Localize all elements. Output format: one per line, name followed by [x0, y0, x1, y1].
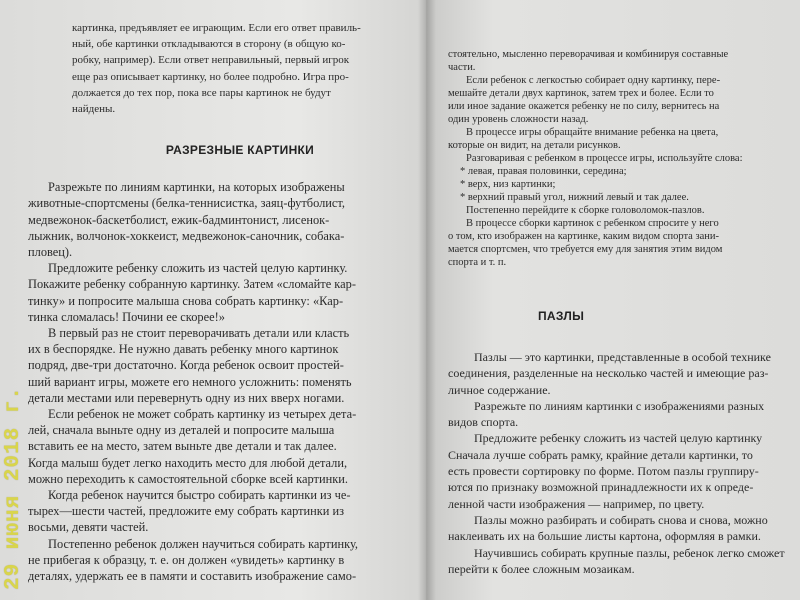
- text-line: В процессе игры обращайте внимание ребенка на цвета,: [466, 127, 719, 138]
- text-line: не прибегая к образцу, т. е. он должен «увидеть» картинку в: [28, 552, 345, 567]
- text-line: Разговаривая с ребенком в процессе игры, используйте слова:: [466, 153, 743, 164]
- text-line: или иное задание окажется ребенку не по силу, вернитесь на: [448, 101, 720, 112]
- text-line: о том, кто изображен на картинке, каким видом спорта зани-: [448, 231, 720, 242]
- text-line: медвежонок-баскетболист, ежик-бадминтонист, лисенок-: [28, 212, 330, 227]
- list-item: * левая, правая половинки, середина;: [460, 166, 627, 177]
- text-line: Научившись собирать крупные пазлы, ребенок легко сможет: [474, 545, 785, 560]
- section-heading-razreznye: РАЗРЕЗНЫЕ КАРТИНКИ: [165, 143, 315, 158]
- text-line: Пазлы можно разбирать и собирать снова и снова, можно: [474, 512, 768, 527]
- text-line: личное содержание.: [448, 382, 551, 397]
- text-line: еще раз описывает картинку, но более подробно. Игра про-: [72, 70, 349, 83]
- text-line: видов спорта.: [448, 415, 519, 430]
- list-item: * верхний правый угол, нижний левый и так далее.: [460, 192, 689, 203]
- photo-date-stamp: 29 июня 2018 г.: [2, 385, 25, 590]
- text-line: есть провести сортировку по форме. Потом пазлы группиру-: [448, 464, 759, 479]
- text-line: Предложите ребенку сложить из частей целую картинку: [474, 431, 763, 446]
- text-line: вставить ее на место, затем выньте две детали и так далее.: [28, 439, 337, 454]
- text-line: можно переходить к самостоятельной сборке всей картинки.: [28, 471, 348, 486]
- text-line: должается до тех пор, пока все пары картинок не будут: [72, 86, 331, 99]
- left-intro-paragraph: [28, 20, 412, 117]
- text-line: Предложите ребенку сложить из частей целую картинку.: [48, 261, 348, 276]
- right-page: [426, 0, 800, 600]
- text-line: ный, обе картинки откладываются в сторону (в общую ко-: [72, 38, 346, 51]
- text-line: Покажите ребенку собранную картинку. Затем «сломайте кар-: [28, 277, 356, 292]
- text-line: перейти к более сложным мозаикам.: [448, 561, 635, 576]
- text-line: тинку» и попросите малыша снова собрать картинку: «Кар-: [28, 293, 344, 308]
- text-line: тинка сломалась! Почини ее скорее!»: [28, 309, 225, 324]
- text-line: их в беспорядке. Не нужно давать ребенку много картинок: [28, 342, 339, 357]
- text-line: картинка, предъявляет ее играющим. Если его ответ правиль-: [72, 22, 361, 34]
- text-line: деталях, удержать ее в памяти и составить изображение само-: [28, 569, 357, 584]
- text-line: Сначала лучше собрать рамку, крайние детали картинки, то: [448, 447, 753, 462]
- text-line: найдены.: [72, 103, 116, 116]
- text-line: Постепенно ребенок должен научиться собирать картинку,: [48, 536, 358, 551]
- text-line: стоятельно, мысленно переворачивая и комбинируя составные: [448, 49, 729, 60]
- text-line: лей, сначала выньте одну из деталей и попросите малыша: [28, 423, 335, 438]
- right-bottom-text: [448, 349, 800, 577]
- text-line: Разрежьте по линиям картинки с изображениями разных: [474, 398, 765, 413]
- text-line: Когда ребенок научится быстро собирать картинки из че-: [48, 488, 351, 503]
- text-line: спорта и т. п.: [448, 257, 507, 268]
- text-line: Когда малыш будет легко находить место для любой детали,: [28, 455, 348, 470]
- book-gutter-shadow: [418, 0, 436, 600]
- text-line: тырех—шести частей, предложите ему собрать картинки из: [28, 504, 345, 519]
- text-line: мается спортсмен, что требуется ему для занятия этим видом: [448, 244, 723, 255]
- text-line: животные-спортсмены (белка-теннисистка, заяц-футболист,: [28, 196, 346, 211]
- text-line: лыжник, волчонок-хоккеист, медвежонок-саночник, собака-: [28, 228, 345, 243]
- text-line: В процессе сборки картинок с ребенком спросите у него: [466, 218, 719, 229]
- text-line: Пазлы — это картинки, представленные в особой технике: [474, 350, 771, 364]
- text-line: части.: [448, 62, 476, 73]
- text-line: Постепенно перейдите к сборке головоломок-пазлов.: [466, 205, 705, 216]
- text-line: В первый раз не стоит переворачивать детали или класть: [48, 326, 350, 341]
- text-line: подряд, две-три достаточно. Когда ребенок освоит простей-: [28, 358, 344, 373]
- list-item: * верх, низ картинки;: [460, 179, 556, 190]
- text-line: один уровень сложности назад.: [448, 114, 589, 125]
- text-line: Разрежьте по линиям картинки, на которых изображены: [48, 180, 345, 195]
- text-line: Если ребенок не может собрать картинку из четырех дета-: [48, 407, 357, 422]
- text-line: ленной части изображения — например, по цвету.: [448, 496, 705, 511]
- text-line: соединения, разделенные на несколько частей и имеющие раз-: [448, 366, 769, 381]
- left-body-text: [28, 179, 412, 584]
- section-heading-pazly: ПАЗЛЫ: [538, 309, 585, 323]
- text-line: пловец).: [28, 245, 73, 260]
- text-line: детали местами или перевернуть одну из них вверх ногами.: [28, 390, 345, 405]
- text-line: ются по признаку возможной принадлежности их к опреде-: [448, 480, 754, 495]
- right-top-text: [448, 48, 778, 269]
- text-line: ший вариант игры, можете его немного усложнить: поменять: [28, 374, 352, 389]
- text-line: наклеивать их на большие листы картона, оформляя в рамки.: [448, 529, 761, 544]
- text-line: мешайте детали двух картинок, затем трех и более. Если то: [448, 88, 714, 99]
- text-line: Если ребенок с легкостью собирает одну картинку, пере-: [466, 75, 721, 86]
- text-line: робку, например). Если ответ неправильный, первый игрок: [72, 54, 350, 67]
- text-line: которые он видит, на детали рисунков.: [448, 140, 621, 151]
- text-line: восьми, девяти частей.: [28, 520, 149, 535]
